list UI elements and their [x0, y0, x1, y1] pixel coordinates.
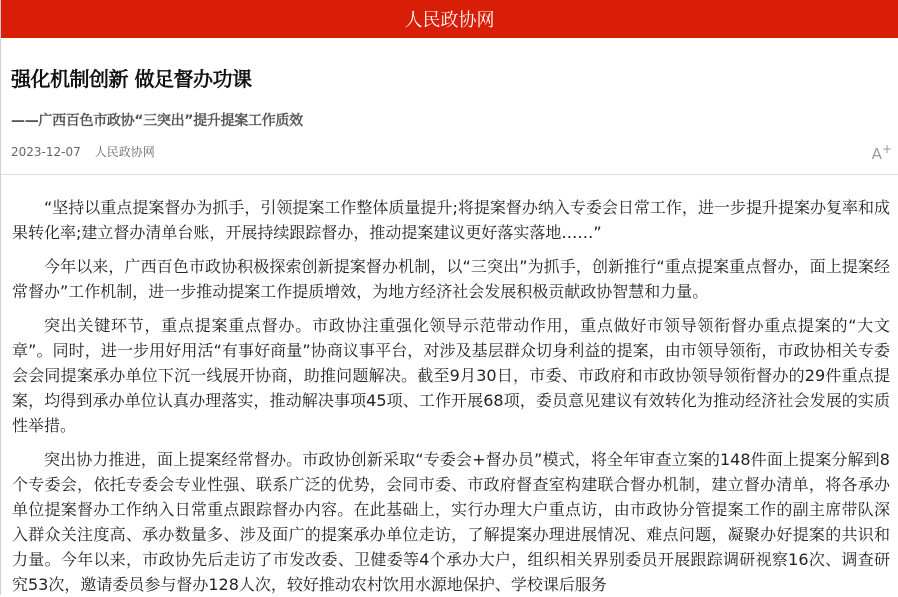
font-size-plus: +: [881, 142, 892, 156]
article-body: [1, 175, 898, 597]
font-size-label: A: [871, 145, 882, 163]
paragraph: “坚持以重点提案督办为抓手，引领提案工作整体质量提升;将提案督办纳入专委会日常工作，进一步提升提案办复率和成果转化率;建立督办清单台账，开展持续跟踪督办，推动提案建议更好落实落地……”: [12, 198, 890, 242]
font-size-increase-icon[interactable]: [872, 142, 892, 163]
article-meta: [11, 130, 888, 159]
paragraph: 今年以来，广西百色市政协积极探索创新提案督办机制，以“三突出”为抓手，创新推行“重点提案重点督办，面上提案经常督办”工作机制，进一步推动提案工作提质增效，为地方经济社会发展积极贡献政协智慧和力量。: [12, 257, 890, 301]
article-header: [1, 38, 898, 163]
site-name[interactable]: 人民政协网: [404, 10, 495, 31]
paragraph: 突出关键环节，重点提案重点督办。市政协注重强化领导示范带动作用，重点做好市领导领衔督办重点提案的“大文章”。同时，进一步用好用活“有事好商量”协商议事平台，对涉及基层群众切身利益的提案，由市领导领衔，市政协相关专委会会同提案承办单位下沉一线展开协商，助推问题解决。截至9月30日，市委、市政府和市政协领导领衔督办的29件重点提案，均得到承办单位认真办理落实，推动解决事项45项、工作开展68项，委员意见建议有效转化为推动经济社会发展的实质性举措。: [12, 316, 890, 435]
publish-date: 2023-12-07: [11, 145, 81, 159]
site-header: [1, 0, 898, 38]
article-title: 强化机制创新 做足督办功课: [11, 67, 252, 91]
article-source: 人民政协网: [94, 145, 155, 159]
paragraph: 突出协力推进，面上提案经常督办。市政协创新采取“专委会+督办员”模式，将全年审查立案的148件面上提案分解到8个专委会，依托专委会专业性强、联系广泛的优势，会同市委、市政府督查室构建联合督办机制，建立督办清单，将各承办单位提案督办工作纳入日常重点跟踪督办内容。在此基础上，实行办理大户重点访，由市政协分管提案工作的副主席带队深入群众关注度高、承办数量多、涉及面广的提案承办单位走访，了解提案办理进展情况、难点问题，凝聚办好提案的共识和力量。今年以来，市政协先后走访了市发改委、卫健委等4个承办大户，组织相关界别委员开展跟踪调研视察16次、调查研究53次，邀请委员参与督办128人次，较好推动农村饮用水源地保护、学校课后服务: [12, 450, 890, 594]
article-subtitle: ——广西百色市政协“三突出”提升提案工作质效: [11, 113, 303, 129]
